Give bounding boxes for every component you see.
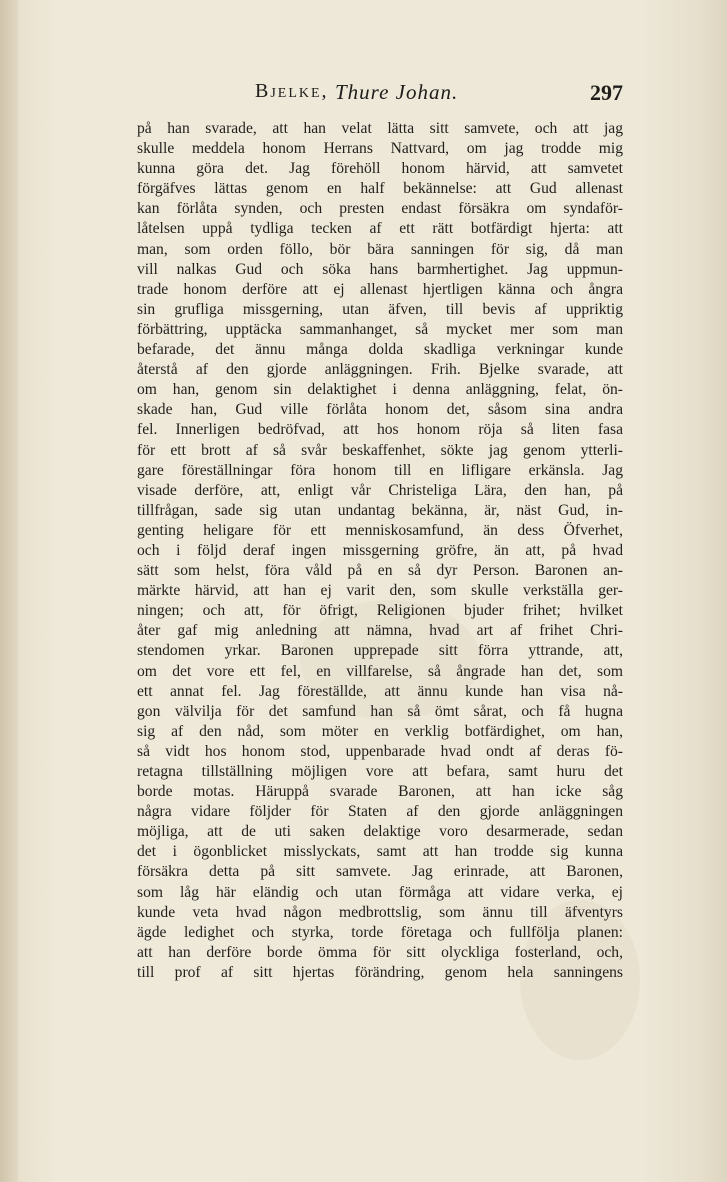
text-line: om det vore ett fel, en villfarelse, så ångrade han det, som [137,662,623,680]
text-line: sig af den nåd, som möter en verklig botfärdighet, om han, [137,722,623,740]
text-line: kunde veta hvad någon medbrottslig, som ännu till äfventyrs [137,903,623,921]
text-line: det i ögonblicket misslyckats, samt att han trodde sig kunna [137,843,623,861]
text-line: fel. Innerligen bedröfvad, att hos honom röja så liten fasa [137,421,623,439]
text-line: försäkra detta på sitt samvete. Jag erinrade, att Baronen, [137,863,623,881]
text-line: borde motas. Häruppå svarade Baronen, att han icke såg [137,783,623,801]
text-line: ningen; och att, för öfrigt, Religionen bjuder frihet; hvilket [137,602,623,620]
text-line: vill nalkas Gud och söka hans barmhertighet. Jag uppmun- [137,260,623,278]
text-line: för ett brott af så svår beskaffenhet, sökte jag genom ytterli- [137,441,623,459]
text-line: gare föreställningar föra honom till en lifligare erkänsla. Jag [137,461,623,479]
text-line: att han derföre borde ömma för sitt olyckliga fosterland, och, [137,943,623,961]
text-line: åter gaf mig anledning att nämna, hvad art af frihet Chri- [137,622,623,640]
text-line: sin grufliga missgerning, utan äfven, till bevis af uppriktig [137,300,623,318]
text-line: låtelsen uppå tydliga tecken af ett rätt botfärdigt hjerta: att [137,220,623,238]
text-line: sätt som helst, föra våld på en så dyr Person. Baronen an- [137,562,623,580]
text-line: befarade, det ännu många dolda skadliga verkningar kunde [137,341,623,359]
page-number: 297 [590,80,623,105]
text-line: om han, genom sin delaktighet i denna anläggning, felat, ön- [137,381,623,399]
text-line: så vidt hos honom stod, uppenbarade hvad ondt af deras fö- [137,742,623,760]
text-line: återstå af den gjorde anläggningen. Frih. Bjelke svarade, att [137,361,623,379]
text-line: och i följd deraf ingen missgerning gröfre, än att, på hvad [137,541,623,559]
header-given-names: Thure Johan. [335,80,459,104]
text-line: skade han, Gud ville förlåta honom det, såsom sina andra [137,401,623,419]
text-line: genting heligare för ett menniskosamfund, än dess Öfverhet, [137,521,623,539]
text-line: som låg här eländig och utan förmåga att vidare verka, ej [137,883,623,901]
text-line: märkte härvid, att han ej varit den, som skulle verkställa ger- [137,582,623,600]
text-line: tillfrågan, sade sig utan undantag bekänna, är, näst Gud, in- [137,501,623,519]
text-line: kunna göra det. Jag förehöll honom härvid, att samvetet [137,160,623,178]
text-line: gon välvilja för det samfund han så ömt sårat, och få hugna [137,702,623,720]
text-line: till prof af sitt hjertas förändring, genom hela sanningens [137,963,623,981]
text-line: trade honom derföre att ej allenast hjertligen känna och ångra [137,280,623,298]
text-line: möjliga, att de uti saken delaktige voro desarmerade, sedan [137,823,623,841]
text-line: kan förlåta synden, och presten endast försäkra om syndaför- [137,200,623,218]
text-line: skulle meddela honom Herrans Nattvard, om jag trodde mig [137,140,623,158]
header-surname: Bjelke, [255,80,329,102]
page-gutter [0,0,18,1182]
body-text [137,119,623,983]
text-line: stendomen yrkar. Baronen upprepade sitt förra yttrande, att, [137,642,623,660]
running-header [137,80,623,110]
text-line: förgäfves lättas genom en half bekännelse: att Gud allenast [137,180,623,198]
text-line: på han svarade, att han velat lätta sitt samvete, och att jag [137,120,623,137]
text-line: visade derföre, att, enligt vår Christeliga Lära, den han, på [137,481,623,499]
text-line: ett annat fel. Jag föreställde, att ännu kunde han visa nå- [137,682,623,700]
text-line: man, som orden föllo, bör bära sanningen för sig, då man [137,240,623,258]
text-line: några vidare följder för Staten af den gjorde anläggningen [137,803,623,821]
text-line: ägde ledighet och styrka, torde företaga och fullfölja planen: [137,923,623,941]
text-line: retagna tillställning möjligen vore att befara, samt huru det [137,763,623,780]
text-line: förbättring, upptäcka sammanhanget, så mycket mer som man [137,320,623,338]
